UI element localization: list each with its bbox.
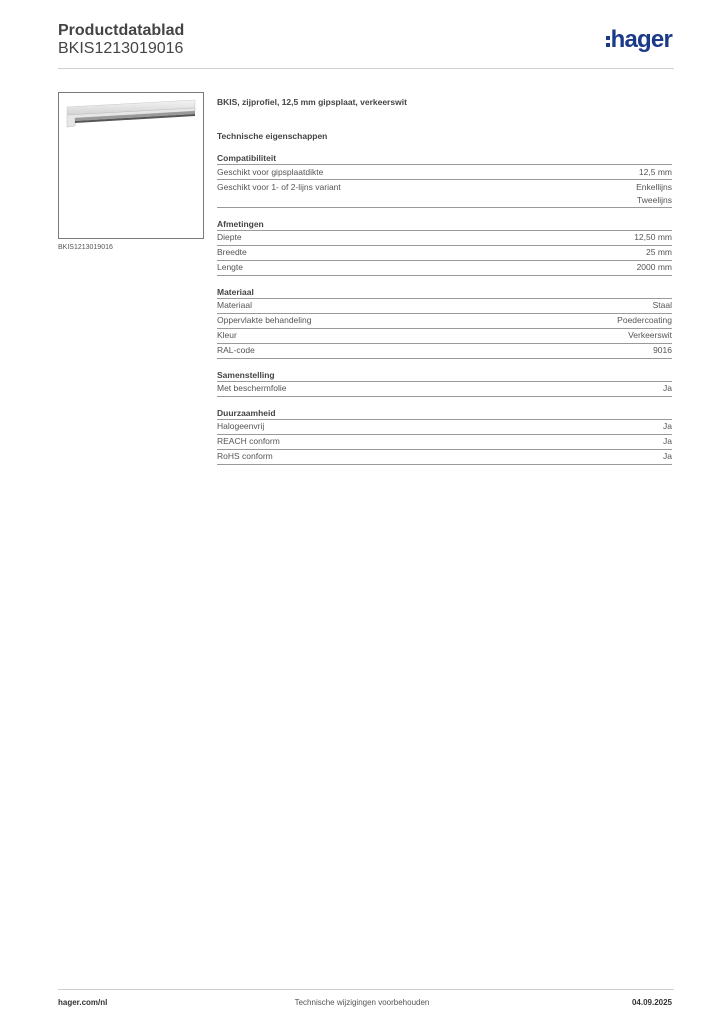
table-row: [217, 314, 672, 329]
property-label: Lengte: [217, 262, 243, 272]
table-row: [217, 165, 672, 180]
property-value: [637, 261, 672, 275]
table-row: [217, 246, 672, 261]
property-value-line: Ja: [663, 436, 672, 446]
property-value: [639, 166, 672, 180]
property-value-line: 12,50 mm: [634, 232, 672, 242]
footer-date: 04.09.2025: [631, 998, 672, 1007]
product-name: BKIS, zijprofiel, 12,5 mm gipsplaat, verkeerswit: [217, 97, 407, 107]
footer-website: hager.com/nl: [58, 998, 108, 1007]
section-title: Compatibiliteit: [217, 152, 672, 165]
table-row: [217, 420, 672, 435]
property-value: [663, 450, 672, 464]
property-value: [653, 299, 672, 313]
table-row: [217, 450, 672, 465]
property-value-line: Poedercoating: [617, 315, 672, 325]
section: [217, 369, 672, 397]
property-value-line: Enkellijns: [636, 181, 672, 192]
hager-logo: [606, 28, 672, 52]
table-row: [217, 344, 672, 359]
table-row: [217, 299, 672, 314]
property-value-line: 9016: [653, 345, 672, 355]
property-label: RoHS conform: [217, 451, 273, 461]
section: [217, 218, 672, 276]
table-row: [217, 231, 672, 246]
property-label: Breedte: [217, 247, 247, 257]
property-label: Diepte: [217, 232, 242, 242]
section: [217, 152, 672, 208]
property-value: [663, 420, 672, 434]
property-value-line: Ja: [663, 383, 672, 393]
logo-text: hager: [610, 26, 672, 53]
property-value-line: 2000 mm: [636, 262, 672, 272]
table-row: [217, 435, 672, 450]
section-title: Duurzaamheid: [217, 407, 672, 420]
property-value-line: 25 mm: [646, 247, 672, 257]
property-value: [646, 246, 672, 260]
table-row: [217, 382, 672, 397]
properties-sections: [217, 152, 672, 465]
property-label: Geschikt voor 1- of 2-lijns variant: [217, 181, 341, 192]
logo-dots-icon: [606, 36, 610, 47]
image-caption: BKIS1213019016: [58, 244, 113, 251]
property-value: [653, 344, 672, 358]
section-title: Afmetingen: [217, 218, 672, 231]
table-row: [217, 261, 672, 276]
property-value: [634, 231, 672, 245]
product-code: BKIS1213019016: [58, 40, 184, 57]
property-label: Oppervlakte behandeling: [217, 315, 312, 325]
product-details: [217, 96, 672, 465]
section-title: Samenstelling: [217, 369, 672, 382]
property-value-line: 12,5 mm: [638, 166, 672, 177]
property-label: Met beschermfolie: [217, 383, 287, 393]
table-row: [217, 329, 672, 344]
property-value-line: Ja: [663, 421, 672, 431]
property-label: Materiaal: [217, 300, 252, 310]
property-value-line: Ja: [663, 451, 672, 461]
property-value: [617, 314, 672, 328]
property-label: REACH conform: [217, 436, 280, 446]
page-header: [58, 20, 674, 68]
section: [217, 286, 672, 359]
property-value: [663, 435, 672, 449]
property-label: Kleur: [217, 330, 237, 340]
property-value: [663, 382, 672, 396]
property-value-line: Tweelijns: [637, 194, 672, 205]
property-value-line: Staal: [652, 300, 672, 310]
technical-properties-heading: Technische eigenschappen: [217, 131, 328, 141]
property-label: Halogeenvrij: [217, 421, 265, 431]
property-value: [636, 181, 672, 207]
property-label: Geschikt voor gipsplaatdikte: [217, 166, 324, 177]
side-profile-icon: [59, 93, 203, 238]
property-label: RAL-code: [217, 345, 255, 355]
footer-notice: Technische wijzigingen voorbehouden: [294, 998, 430, 1007]
section-title: Materiaal: [217, 286, 672, 299]
header-divider: [58, 68, 674, 69]
property-value-line: Verkeerswit: [628, 330, 672, 340]
page-title: Productdatablad: [58, 22, 185, 39]
section: [217, 407, 672, 465]
table-row: [217, 180, 672, 208]
property-value: [628, 329, 672, 343]
product-image: [58, 92, 204, 239]
footer-divider: [58, 989, 674, 990]
